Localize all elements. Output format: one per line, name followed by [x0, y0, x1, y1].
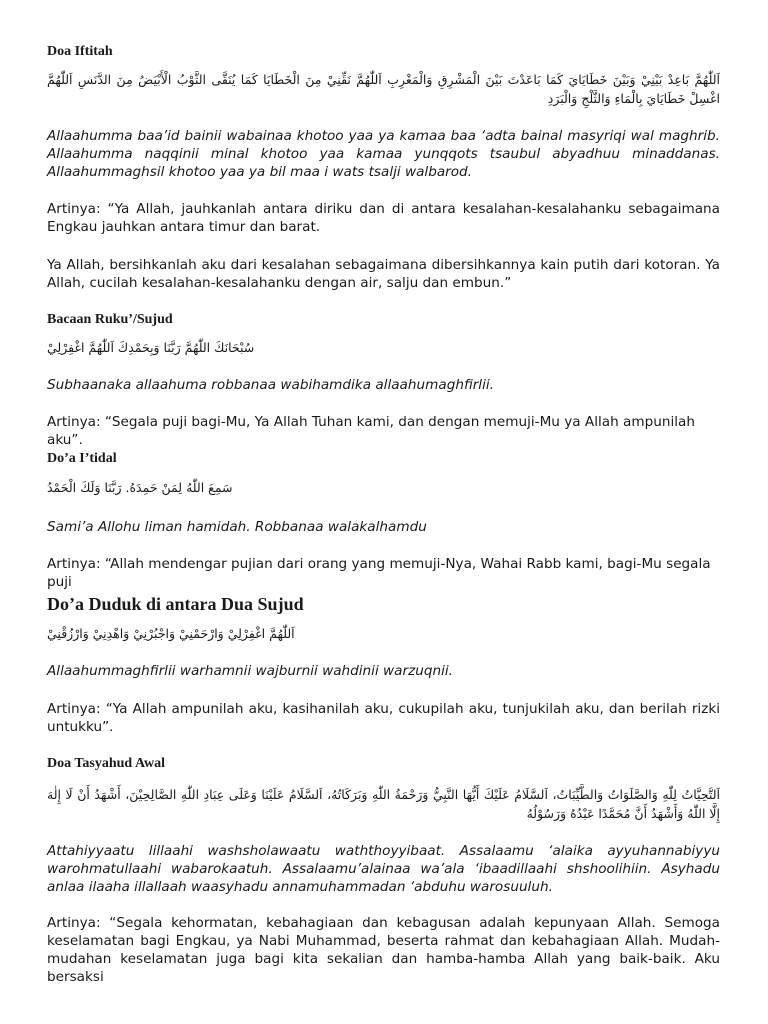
duduk-arabic: اَللّٰهُمَّ اغْفِرْلِيْ وَارْحَمْنِيْ وَاجْبُرْنِيْ وَاهْدِنِيْ وَارْزُقْنِيْ — [47, 626, 295, 641]
tasyahud-heading: Doa Tasyahud Awal — [47, 756, 166, 771]
iftitah-meaning-2: Ya Allah, bersihkanlah aku dari kesalahan sebagaimana dibersihkannya kain putih dari kotoran. Ya Allah, cucilah kesalahan-kesalahanku dengan air, salju dan embun.” — [47, 257, 720, 291]
duduk-heading: Do’a Duduk di antara Dua Sujud — [47, 594, 304, 614]
itidal-arabic: سَمِعَ اللّٰهُ لِمَنْ حَمِدَهُ. رَبَّنَا وَلَكَ الْحَمْدُ — [47, 480, 233, 495]
iftitah-heading: Doa Iftitah — [47, 44, 113, 59]
iftitah-latin: Allaahumma baa’id bainii wabainaa khotoo yaa ya kamaa baa ‘adta bainal masyriqi wal maghrib. Allaahumma naqqinii minal khotoo yaa kamaa yunqqots tsaubul abyadhuu minaddanas. Allaahummaghsil khotoo yaa ya bil maa i wats tsalji walbarod. — [47, 128, 720, 180]
ruku-heading: Bacaan Ruku’/Sujud — [47, 312, 173, 327]
duduk-meaning: Artinya: “Ya Allah ampunilah aku, kasihanilah aku, cukupilah aku, tunjukilah aku, dan berilah rizki untukku”. — [47, 701, 720, 735]
itidal-heading: Do’a I’tidal — [47, 451, 117, 466]
duduk-latin: Allaahummaghfirlii warhamnii wajburnii wahdinii warzuqnii. — [47, 663, 453, 679]
itidal-meaning: Artinya: “Allah mendengar pujian dari orang yang memuji-Nya, Wahai Rabb kami, bagi-Mu segala puji — [47, 556, 711, 590]
tasyahud-meaning: Artinya: “Segala kehormatan, kebahagiaan dan kebagusan adalah kepunyaan Allah. Semoga keselamatan bagi Engkau, ya Nabi Muhammad, beserta rahmat dan kebahagiaan Allah. Mudah-mudahan keselamatan juga bagi kita sekalian dan hamba-hamba Allah yang baik-baik. Aku bersaksi — [47, 915, 720, 985]
itidal-latin: Sami’a Allohu liman hamidah. Robbanaa walakalhamdu — [47, 519, 427, 535]
ruku-latin: Subhaanaka allaahuma robbanaa wabihamdika allaahumaghfirlii. — [47, 377, 494, 393]
tasyahud-latin: Attahiyyaatu lillaahi washsholawaatu waththoyyibaat. Assalaamu ‘alaika ayyuhannabiyyu warohmatullaahi wabarokaatuh. Assalaamu’alainaa wa’ala ‘ibaadillaahi shshoolihiin. Asyhadu anlaa ilaaha illallaah waasyhadu annamuhammadan ‘abduhu warosuuluh. — [47, 843, 720, 895]
ruku-arabic: سُبْحَانَكَ اللّٰهُمَّ رَبَّنَا وَبِحَمْدِكَ اَللّٰهُمَّ اغْفِرْلِيْ — [47, 340, 255, 355]
iftitah-meaning-1: Artinya: “Ya Allah, jauhkanlah antara diriku dan di antara kesalahan-kesalahanku sebagaimana Engkau jauhkan antara timur dan barat. — [47, 201, 720, 235]
tasyahud-arabic: اَلتَّحِيَّاتُ لِلّٰهِ وَالصَّلَوَاتُ وَالطَّيِّبَاتُ، اَلسَّلَامُ عَلَيْكَ أَيُّهَا النَّبِيُّ وَرَحْمَةُ اللّٰهِ وَبَرَكَاتُهُ، اَلسَّلَامُ عَلَيْنَا وَعَلَى عِبَادِ اللّٰهِ الصَّالِحِيْنَ، أَشْهَدُ أَنْ لَا إِلٰهَ إِلَّا اللّٰهُ وَأَشْهَدُ أَنَّ مُحَمَّدًا عَبْدُهُ وَرَسُوْلُهُ — [47, 787, 720, 821]
ruku-meaning: Artinya: “Segala puji bagi-Mu, Ya Allah Tuhan kami, dan dengan memuji-Mu ya Allah ampunilah aku”. — [47, 414, 695, 448]
iftitah-arabic: اَللّٰهُمَّ بَاعِدْ بَيْنِيْ وَبَيْنَ خَطَايَايَ كَمَا بَاعَدْتَ بَيْنَ الْمَشْرِقِ وَالْمَغْرِبِ اَللّٰهُمَّ نَقِّنِيْ مِنَ الْخَطَايَا كَمَا يُنَقَّى الثَّوْبُ الْأَبْيَضُ مِنَ الدَّنَسِ اَللّٰهُمَّ اغْسِلْ خَطَايَايَ بِالْمَاءِ وَالثَّلْجِ وَالْبَرَدِ — [47, 72, 720, 106]
